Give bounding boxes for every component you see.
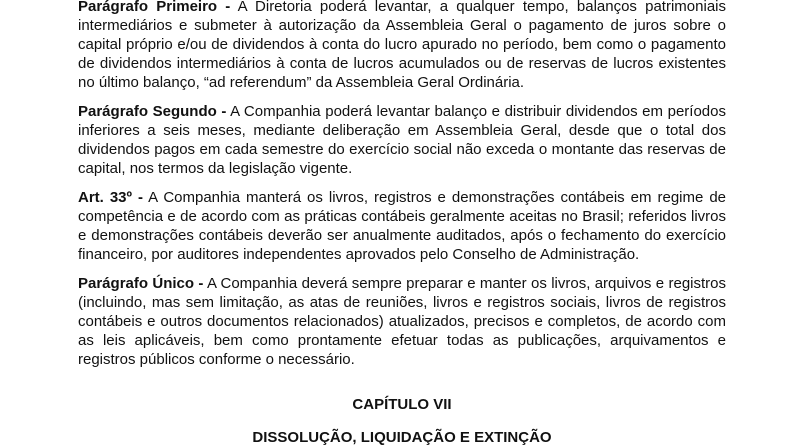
chapter-number: CAPÍTULO VII [352,396,452,413]
article-lead: Art. 33º - [78,189,143,206]
paragraph-segundo [78,102,726,178]
paragraph-text: A Diretoria poderá levantar, a qualquer tempo, balanços patrimoniais intermediários e submeter à autorização da Assembleia Geral o pagamento de juros sobre o capital próprio e/ou de dividendos à conta do lucro apurado no período, bem como o pagamento de dividendos intermediários à conta de lucros acumulados ou de reservas de lucros existentes no último balanço, “ad referendum” da Assembleia Geral Ordinária. [78,0,726,91]
paragraph-lead: Parágrafo Primeiro - [78,0,231,15]
paragraph-primeiro [78,0,726,92]
paragraph-text: A Companhia deverá sempre preparar e manter os livros, arquivos e registros (incluindo, mas sem limitação, as atas de reuniões, livros e registros sociais, livros de registros contábeis e outros documentos relacionados) atualizados, precisos e completos, de acordo com as leis aplicáveis, bem como prontamente efetuar todas as publicações, arquivamentos e registros públicos conforme o necessário. [78,275,726,368]
article-text: A Companhia manterá os livros, registros e demonstrações contábeis em regime de competência e de acordo com as práticas contábeis geralmente aceitas no Brasil; referidos livros e demonstrações contábeis deverão ser anualmente auditados, após o fechamento do exercício financeiro, por auditores independentes aprovados pelo Conselho de Administração. [78,189,727,263]
paragraph-lead: Parágrafo Segundo - [78,103,227,120]
article-33 [78,188,726,264]
paragraph-text: A Companhia poderá levantar balanço e distribuir dividendos em períodos inferiores a seis meses, mediante deliberação em Assembleia Geral, desde que o total dos dividendos pagos em cada semestre do exercício social não exceda o montante das reservas de capital, nos termos da legislação vigente. [78,103,726,177]
paragraph-lead: Parágrafo Único - [78,275,204,292]
paragraph-unico [78,274,726,369]
document-page [78,0,726,447]
chapter-title: DISSOLUÇÃO, LIQUIDAÇÃO E EXTINÇÃO [252,429,552,446]
